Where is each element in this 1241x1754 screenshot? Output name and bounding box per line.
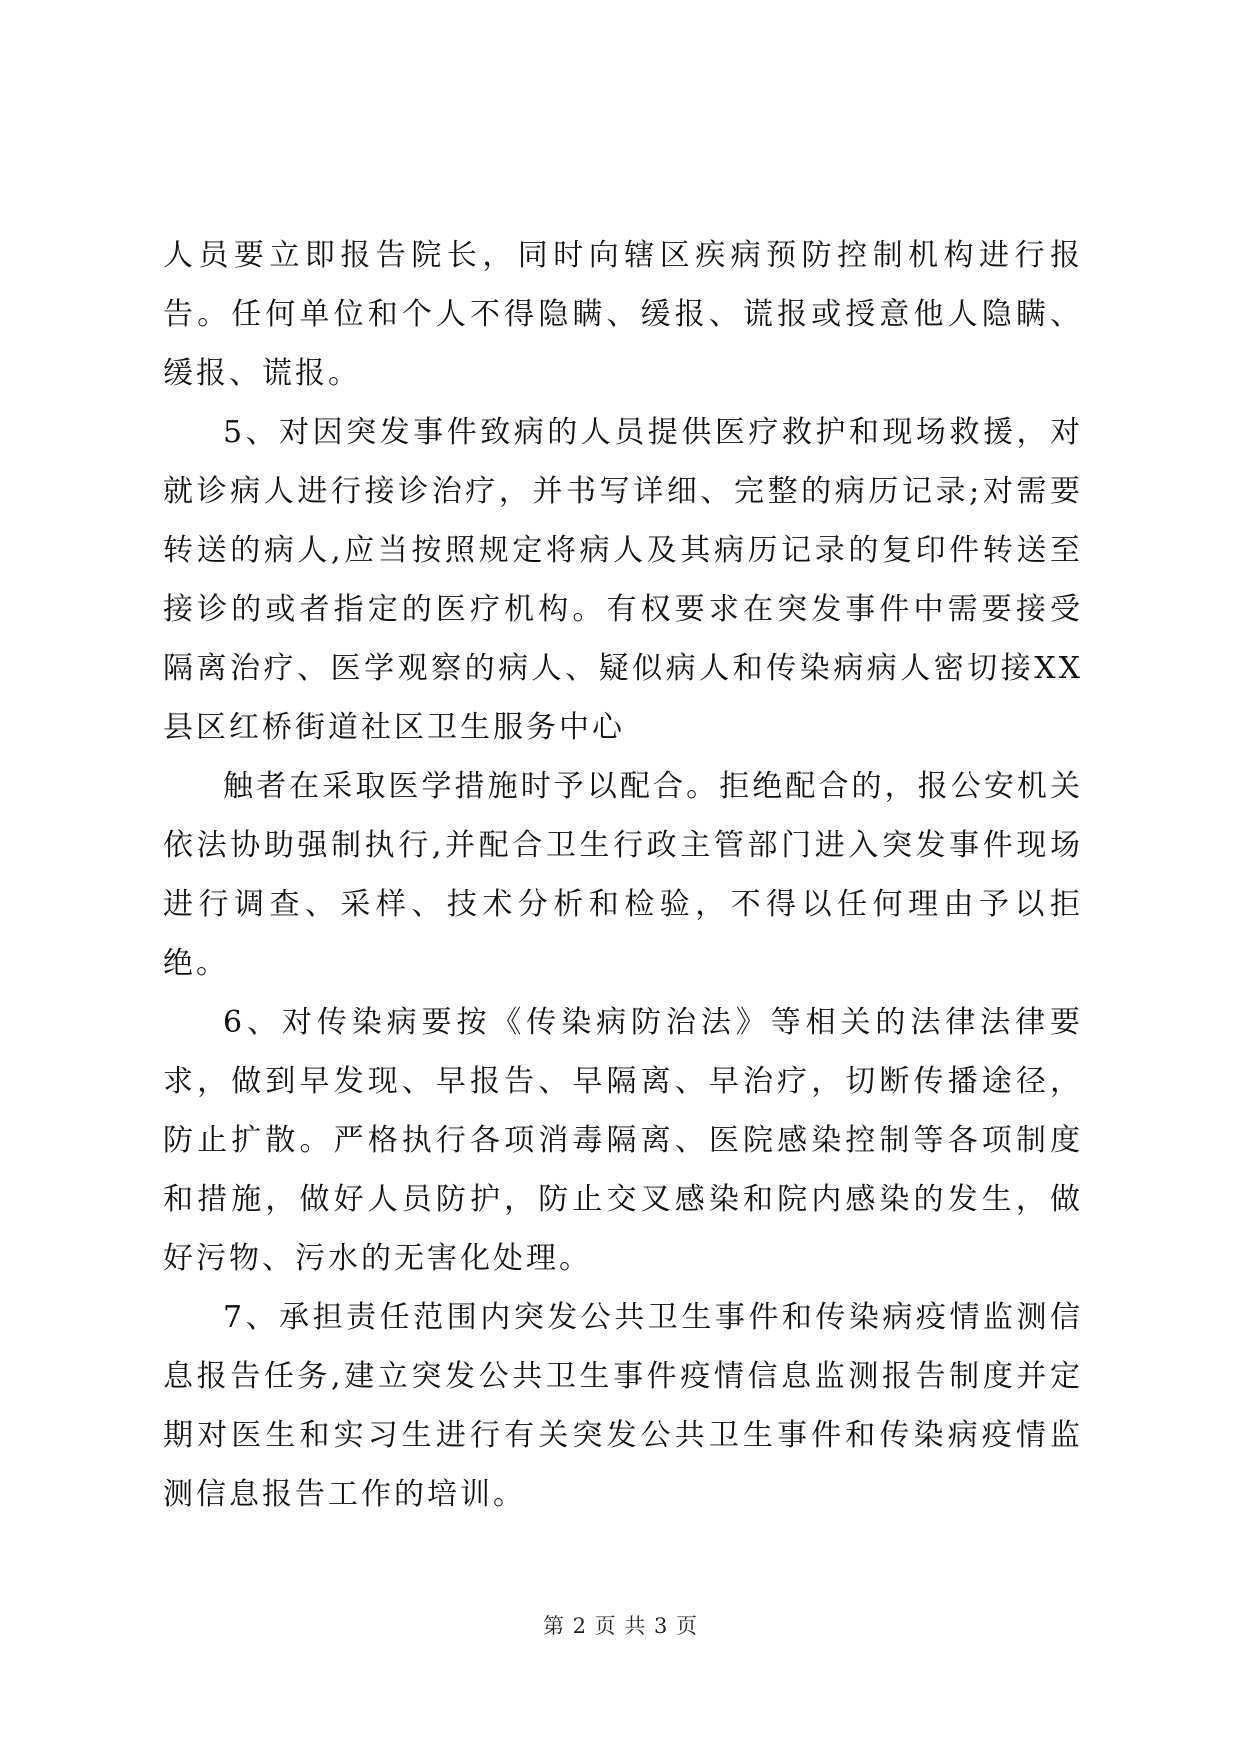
document-body [163,226,1083,1524]
paragraph-continuation: 人员要立即报告院长，同时向辖区疾病预防控制机构进行报告。任何单位和个人不得隐瞒、缓报、谎报或授意他人隐瞒、缓报、谎报。 [163,238,1083,391]
paragraph-item-6: 6、对传染病要按《传染病防治法》等相关的法律法律要求，做到早发现、早报告、早隔离、早治疗，切断传播途径，防止扩散。严格执行各项消毒隔离、医院感染控制等各项制度和措施，做好人员防护，防止交叉感染和院内感染的发生，做好污物、污水的无害化处理。 [163,1005,1083,1276]
page-number-footer: 第 2 页 共 3 页 [542,1614,699,1638]
paragraph-item-7: 7、承担责任范围内突发公共卫生事件和传染病疫情监测信息报告任务,建立突发公共卫生事件疫情信息监测报告制度并定期对医生和实习生进行有关突发公共卫生事件和传染病疫情监测信息报告工作的培训。 [163,1300,1083,1512]
paragraph-item-5-continued: 触者在采取医学措施时予以配合。拒绝配合的，报公安机关依法协助强制执行,并配合卫生行政主管部门进入突发事件现场进行调查、采样、技术分析和检验，不得以任何理由予以拒绝。 [163,769,1083,981]
paragraph-item-5: 5、对因突发事件致病的人员提供医疗救护和现场救援，对就诊病人进行接诊治疗，并书写详细、完整的病历记录;对需要转送的病人,应当按照规定将病人及其病历记录的复印件转送至接诊的或者指定的医疗机构。有权要求在突发事件中需要接受隔离治疗、医学观察的病人、疑似病人和传染病病人密切接XX县区红桥街道社区卫生服务中心 [163,415,1083,745]
